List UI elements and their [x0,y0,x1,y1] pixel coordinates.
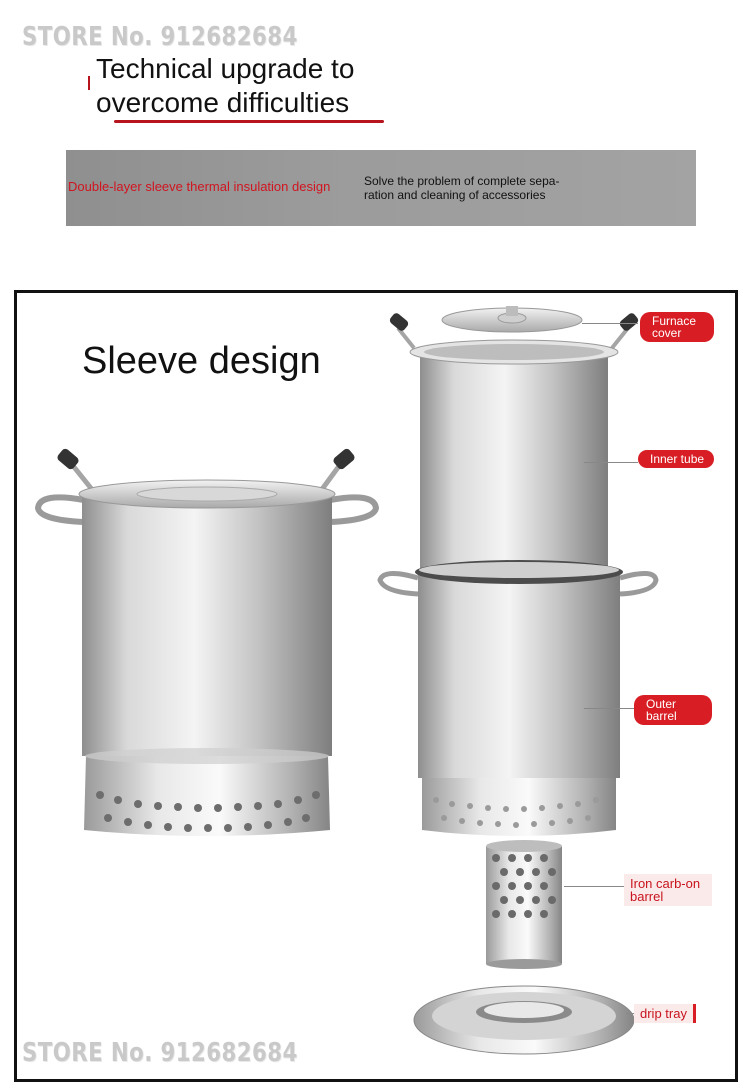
inner-tube-illustration [388,312,640,582]
iron-carbon-barrel-leader [564,886,626,887]
drip-tray-illustration [414,986,634,1054]
callout-furnace-cover: Furnace cover [640,312,714,342]
inner-tube-leader [584,462,638,463]
furnace-cover-leader [582,323,638,324]
store-watermark-bottom: STORE No. 912682684 [22,1038,298,1068]
headline-line-2: overcome difficulties [96,87,350,118]
callout-drip-tray: drip tray [634,1004,696,1023]
banner-right-text: Solve the problem of complete sepa-ration and cleaning of accessories [364,174,560,202]
exploded-view [380,306,656,1054]
callout-iron-carbon-barrel: Iron carb-on barrel [624,874,712,906]
iron-carbon-barrel-illustration [486,840,562,969]
outer-barrel-leader [584,708,634,709]
banner-left-text: Double-layer sleeve thermal insulation design [68,179,331,194]
section-title: Sleeve design [82,340,321,382]
assembled-pot [38,447,376,836]
headline-line-1: Technical upgrade to [96,53,355,84]
store-watermark-top: STORE No. 912682684 [22,22,298,52]
callout-inner-tube: Inner tube [638,450,714,468]
furnace-cover-illustration [442,306,582,332]
outer-barrel-illustration [380,560,656,836]
callout-outer-barrel: Outer barrel [634,695,712,725]
